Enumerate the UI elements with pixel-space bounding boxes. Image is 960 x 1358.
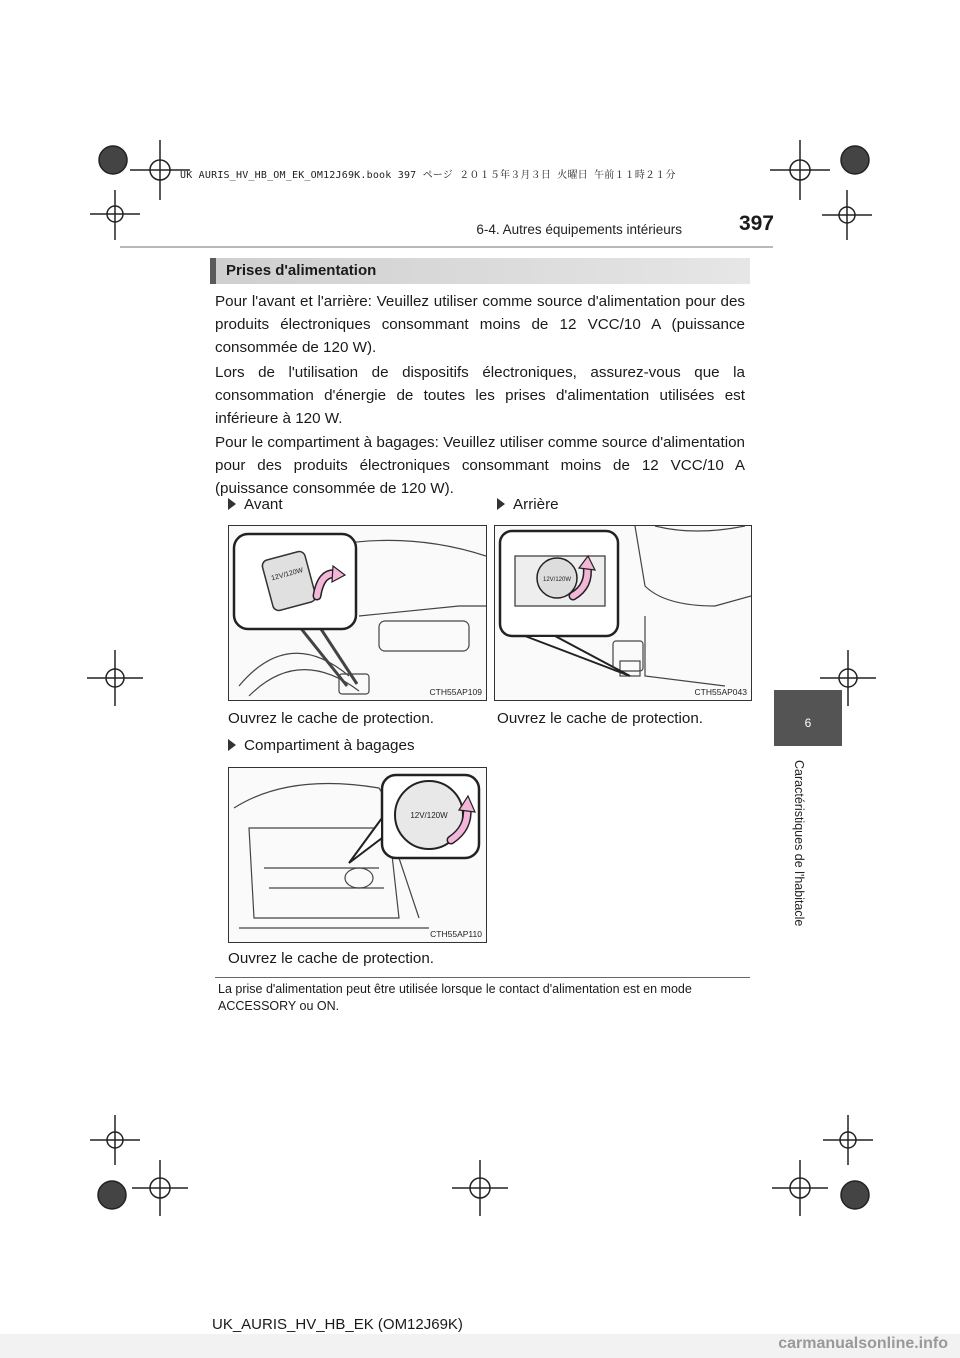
paragraph-1: Pour l'avant et l'arrière: Veuillez utiliser comme source d'alimentation pour des produits électroniques consommant moins de 12 VCC/10 A (puissance consommée de 120 W). <box>215 293 745 356</box>
note-text: La prise d'alimentation peut être utilisée lorsque le contact d'alimentation est en mode ACCESSORY ou ON. <box>218 982 692 1013</box>
caption-rear: Ouvrez le cache de protection. <box>497 710 703 727</box>
figure-label-rear: Arrière <box>497 496 559 513</box>
footer-document-id: UK_AURIS_HV_HB_EK (OM12J69K) <box>212 1316 463 1333</box>
figure-label-front: Avant <box>228 496 283 513</box>
figure-rear-outlet <box>494 525 752 701</box>
figure-front-outlet <box>228 525 487 701</box>
watermark-bar <box>0 1334 960 1358</box>
triangle-bullet-icon <box>228 739 236 751</box>
caption-front: Ouvrez le cache de protection. <box>228 710 434 727</box>
chapter-title: Caractéristiques de l'habitacle <box>792 760 806 927</box>
book-file-header: UK AURIS_HV_HB_OM_EK_OM12J69K.book 397 ページ ２０１５年３月３日 火曜日 午前１１時２１分 <box>180 170 676 181</box>
figure-code-front: CTH55AP109 <box>429 687 482 697</box>
front-dashboard-illustration <box>229 526 486 700</box>
figure-label-luggage: Compartiment à bagages <box>228 737 415 754</box>
rear-console-illustration <box>495 526 751 700</box>
triangle-bullet-icon <box>497 498 505 510</box>
figure-code-luggage: CTH55AP110 <box>430 929 482 939</box>
note-rule <box>215 977 750 978</box>
caption-luggage: Ouvrez le cache de protection. <box>228 950 434 967</box>
cap-label-rear: 12V/120W <box>542 577 572 583</box>
chapter-tab: 6 <box>774 690 842 746</box>
figure-luggage-outlet <box>228 767 487 943</box>
figure-code-rear: CTH55AP043 <box>694 687 747 697</box>
cap-label-luggage: 12V/120W <box>410 811 448 820</box>
luggage-compartment-illustration <box>229 768 486 942</box>
watermark-text: carmanualsonline.info <box>778 1335 948 1352</box>
cap-label-front: 12V/120W <box>270 567 305 583</box>
section-title: 6-4. Autres équipements intérieurs <box>476 222 682 237</box>
page-number: 397 <box>738 212 774 235</box>
section-heading: Prises d'alimentation <box>210 258 750 284</box>
triangle-bullet-icon <box>228 498 236 510</box>
paragraph-3: Pour le compartiment à bagages: Veuillez utiliser comme source d'alimentation pour des produits électroniques consommant moins de 12 VCC/10 A (puissance consommée de 120 W). <box>215 434 745 497</box>
paragraph-2: Lors de l'utilisation de dispositifs électroniques, assurez-vous que la consommation d'énergie de toutes les prises d'alimentation utilisées est inférieure à 120 W. <box>215 364 745 427</box>
header-rule <box>120 246 773 248</box>
